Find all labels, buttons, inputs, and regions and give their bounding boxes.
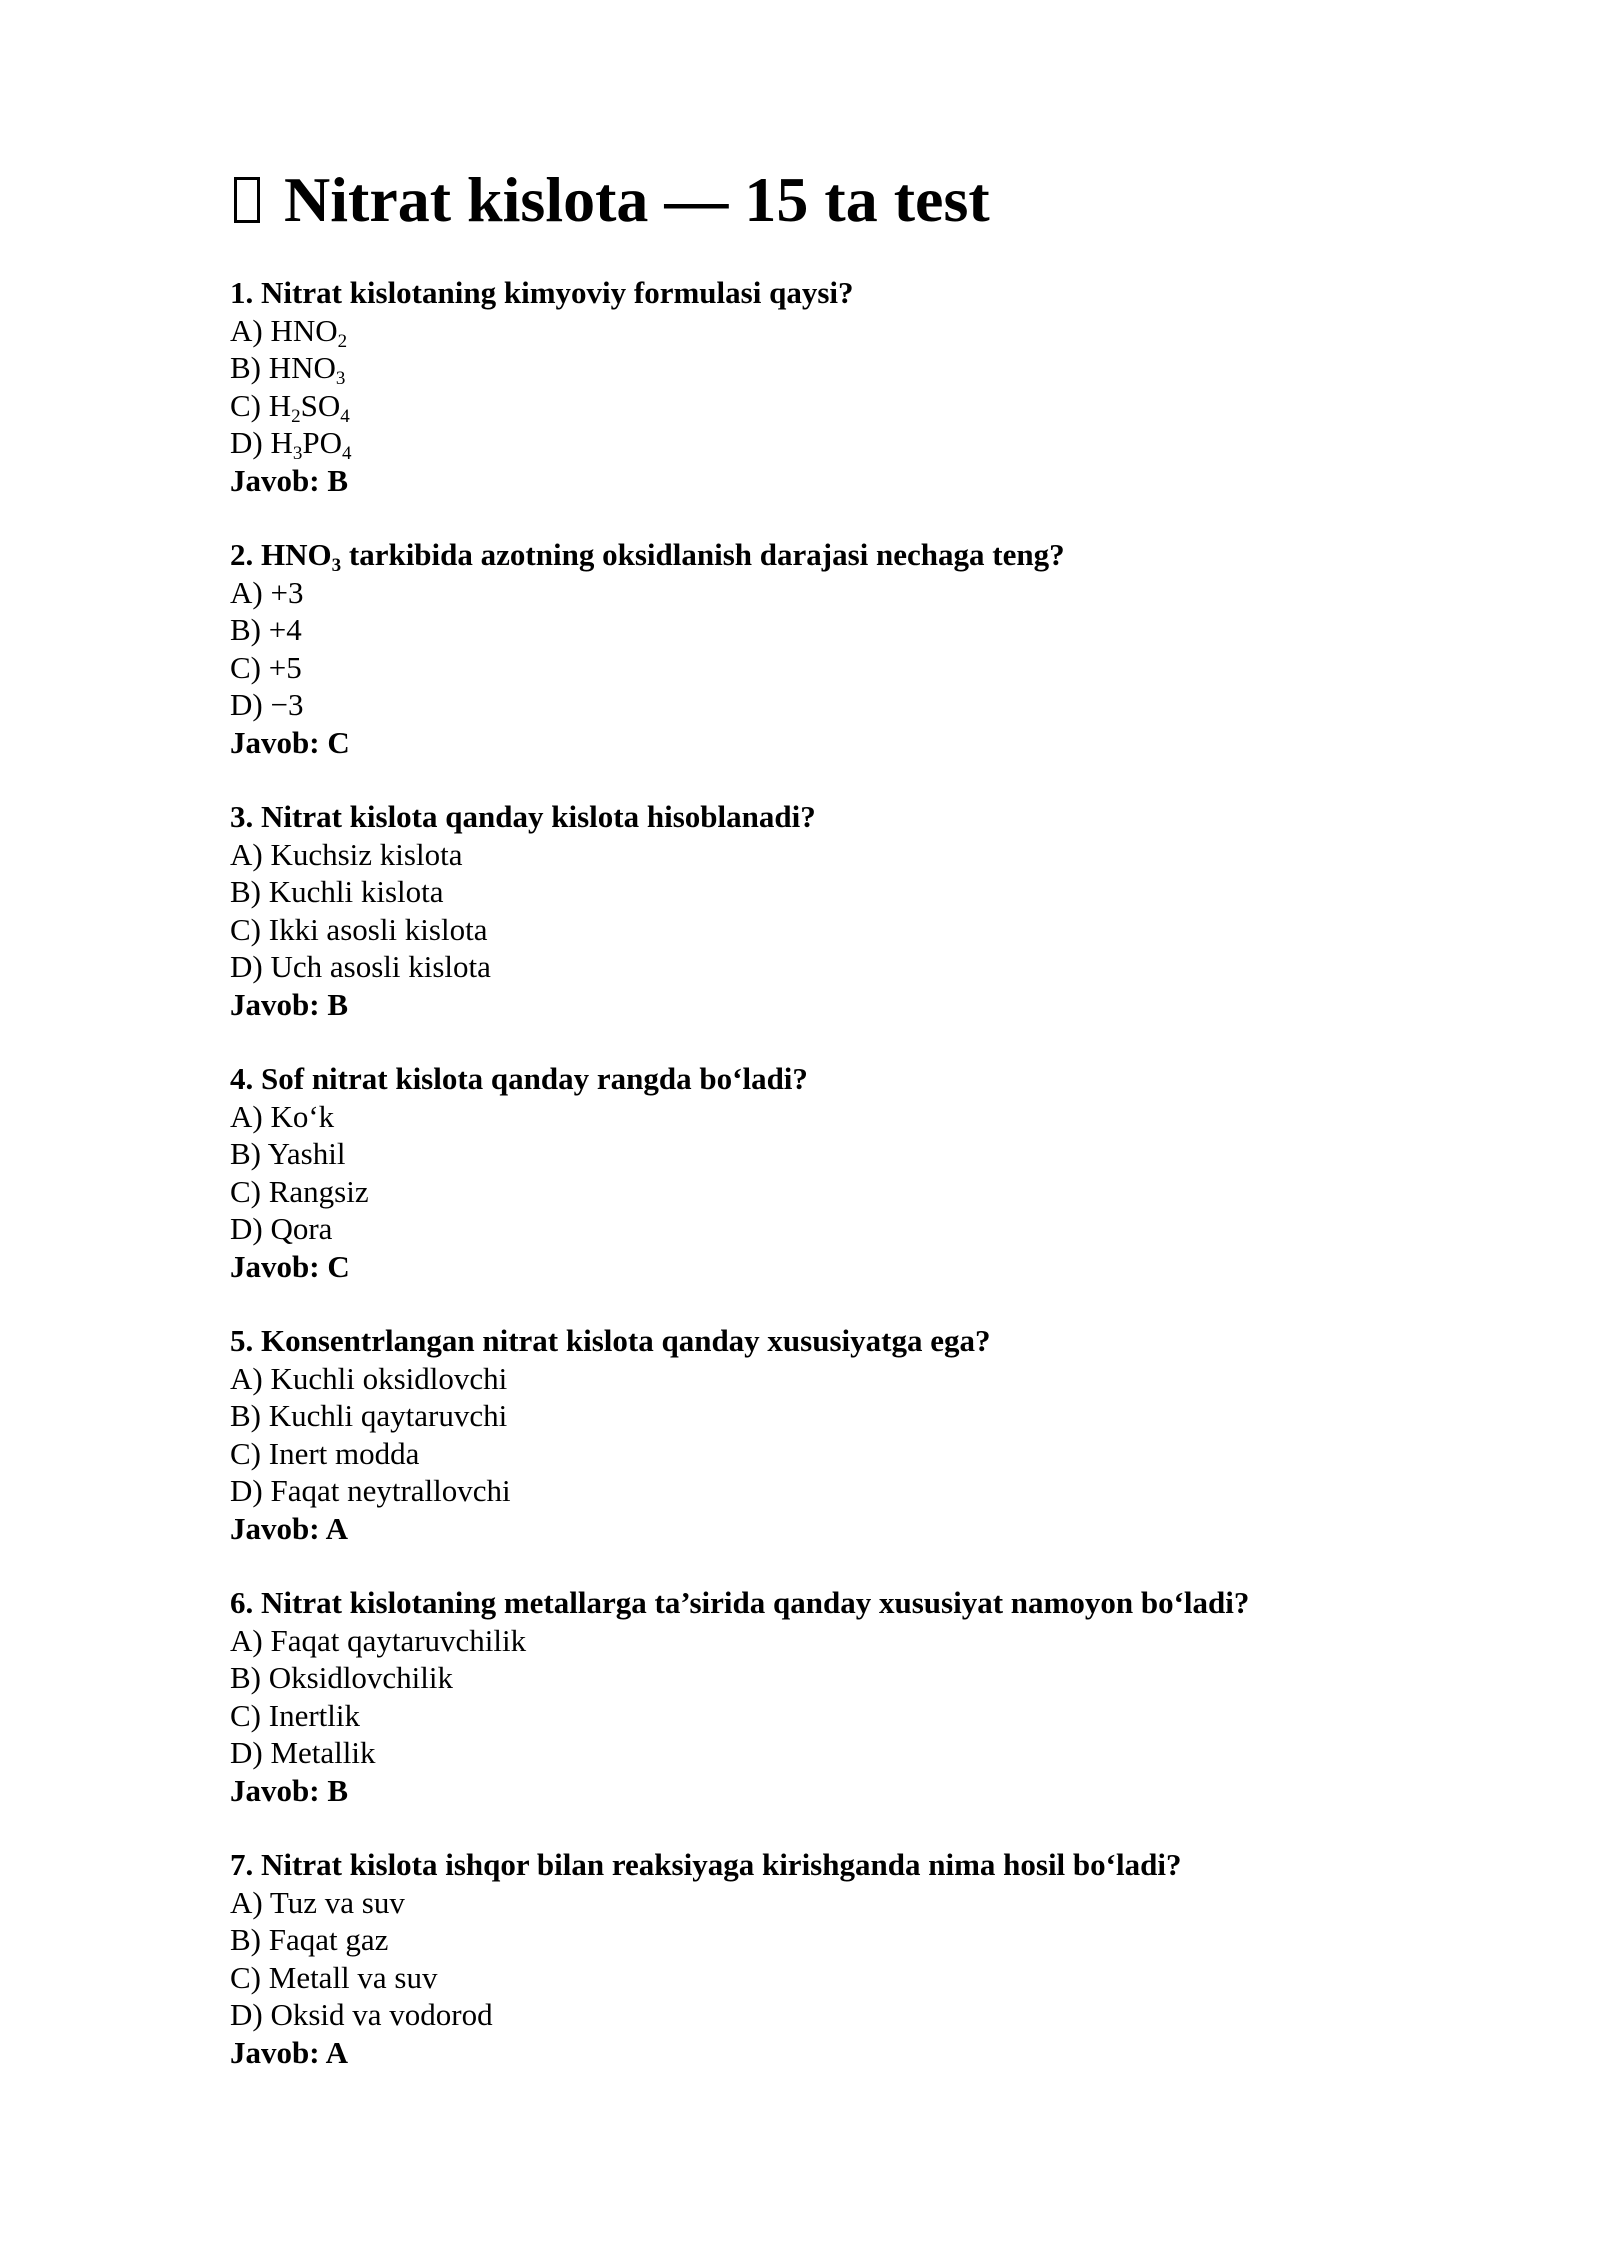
option-c: C) Metall va suv: [230, 1959, 438, 1995]
option-a: A) Kuchli oksidlovchi: [230, 1360, 508, 1396]
missing-glyph-icon: [234, 177, 260, 223]
question-text: 4. Sof nitrat kislota qanday rangda bo‘ladi?: [230, 1061, 808, 1096]
option-b: B) Faqat gaz: [230, 1922, 389, 1957]
option-a: A) Kuchsiz kislota: [230, 836, 463, 872]
option-a: A) $HNO_2$: [230, 312, 348, 352]
option-a: A) +3: [230, 574, 304, 610]
option-d: D) Qora: [230, 1211, 333, 1246]
option-c: C) Inert modda: [230, 1435, 420, 1471]
answer-line: Javob: B: [230, 462, 349, 498]
answer-line: Javob: A: [230, 1510, 349, 1546]
option-c: C) +5: [230, 649, 302, 685]
answer-line: Javob: A: [230, 2034, 349, 2070]
question-6: [230, 1584, 1600, 1809]
question-3: [230, 798, 1600, 1023]
option-b: B) Kuchli kislota: [230, 874, 444, 909]
answer-line: Javob: C: [230, 724, 350, 760]
question-text: 3. Nitrat kislota qanday kislota hisoblanadi?: [230, 799, 816, 834]
option-c: C) Inertlik: [230, 1697, 360, 1733]
option-d: D) Faqat neytrallovchi: [230, 1473, 511, 1508]
question-text: 1. Nitrat kislotaning kimyoviy formulasi qaysi?: [230, 275, 854, 310]
question-text: 6. Nitrat kislotaning metallarga ta’sirida qanday xususiyat namoyon bo‘ladi?: [230, 1585, 1250, 1620]
option-b: B) $HNO_3$: [230, 350, 346, 389]
answer-line: Javob: B: [230, 986, 349, 1022]
option-d: D) Uch asosli kislota: [230, 949, 491, 984]
question-4: [230, 1060, 1600, 1285]
document-title: [230, 160, 1600, 240]
option-d: D) Metallik: [230, 1735, 376, 1770]
option-c: C) Ikki asosli kislota: [230, 911, 488, 947]
document-title-text: Nitrat kislota — 15 ta test: [284, 164, 990, 235]
question-text: 5. Konsentrlangan nitrat kislota qanday xususiyatga ega?: [230, 1323, 991, 1358]
option-d: D) Oksid va vodorod: [230, 1997, 493, 2032]
question-2: [230, 536, 1600, 761]
option-a: A) Ko‘k: [230, 1098, 335, 1134]
answer-line: Javob: B: [230, 1772, 349, 1808]
option-a: A) Faqat qaytaruvchilik: [230, 1622, 527, 1658]
option-b: B) Kuchli qaytaruvchi: [230, 1398, 508, 1433]
option-c: C) $H_2SO_4$: [230, 387, 350, 427]
option-b: B) +4: [230, 612, 302, 647]
option-b: B) Yashil: [230, 1136, 346, 1171]
option-a: A) Tuz va suv: [230, 1884, 405, 1920]
question-text: 2. $HNO_3$ tarkibida azotning oksidlanish darajasi nechaga teng?: [230, 537, 1065, 576]
option-d: D) $H_3PO_4$: [230, 425, 352, 464]
answer-line: Javob: C: [230, 1248, 350, 1284]
question-text: 7. Nitrat kislota ishqor bilan reaksiyaga kirishganda nima hosil bo‘ladi?: [230, 1847, 1182, 1882]
question-1: [230, 274, 1600, 499]
option-c: C) Rangsiz: [230, 1173, 369, 1209]
question-5: [230, 1322, 1600, 1547]
question-7: [230, 1846, 1600, 2071]
option-b: B) Oksidlovchilik: [230, 1660, 454, 1695]
option-d: D) −3: [230, 687, 304, 722]
